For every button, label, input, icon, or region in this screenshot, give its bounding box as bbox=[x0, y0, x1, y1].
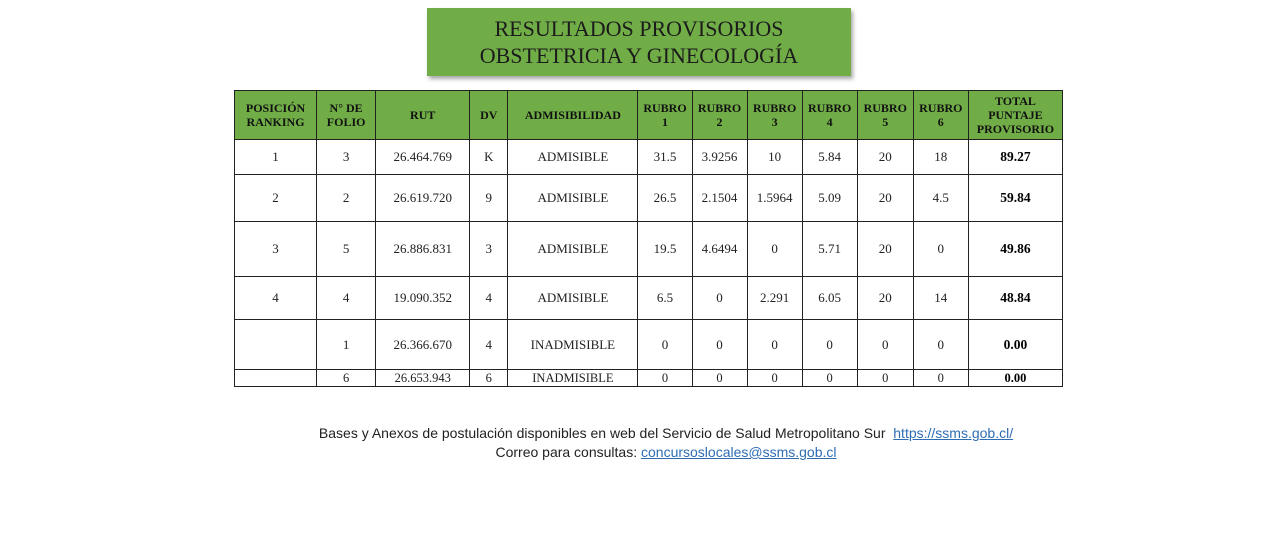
table-cell: 6.05 bbox=[802, 277, 857, 320]
table-cell: 2 bbox=[235, 175, 317, 222]
table-row bbox=[235, 175, 1063, 222]
table-row bbox=[235, 320, 1063, 370]
table-cell: 3.9256 bbox=[692, 140, 747, 175]
header-posicion: POSICIÓN RANKING bbox=[235, 91, 317, 140]
total-cell: 49.86 bbox=[968, 222, 1062, 277]
table-cell: 14 bbox=[913, 277, 968, 320]
table-cell: INADMISIBLE bbox=[508, 320, 638, 370]
table-cell: 4 bbox=[317, 277, 376, 320]
title-banner bbox=[427, 8, 851, 76]
table-cell: 4 bbox=[470, 277, 508, 320]
table-cell: 20 bbox=[857, 222, 913, 277]
table-cell: 31.5 bbox=[638, 140, 692, 175]
header-total: TOTAL PUNTAJE PROVISORIO bbox=[968, 91, 1062, 140]
table-cell: INADMISIBLE bbox=[508, 370, 638, 387]
header-rubro-1: RUBRO 1 bbox=[638, 91, 692, 140]
total-cell: 59.84 bbox=[968, 175, 1062, 222]
table-cell: 19.090.352 bbox=[376, 277, 470, 320]
header-admisibilidad: ADMISIBILIDAD bbox=[508, 91, 638, 140]
table-cell: 2.291 bbox=[747, 277, 802, 320]
header-rubro-4: RUBRO 4 bbox=[802, 91, 857, 140]
table-cell: 0 bbox=[913, 370, 968, 387]
table-cell: 9 bbox=[470, 175, 508, 222]
table-cell: 3 bbox=[235, 222, 317, 277]
table-cell: 5.84 bbox=[802, 140, 857, 175]
total-cell: 48.84 bbox=[968, 277, 1062, 320]
table-cell: 6 bbox=[470, 370, 508, 387]
footer-line-2 bbox=[0, 443, 1278, 462]
ssms-website-link[interactable]: https://ssms.gob.cl/ bbox=[893, 425, 1014, 441]
table-cell: 6 bbox=[317, 370, 376, 387]
table-cell: 5.09 bbox=[802, 175, 857, 222]
table-cell: 0 bbox=[857, 370, 913, 387]
contact-email-link[interactable]: concursoslocales@ssms.gob.cl bbox=[641, 444, 837, 460]
table-cell: 0 bbox=[747, 222, 802, 277]
table-cell: 0 bbox=[913, 320, 968, 370]
title-line-1: RESULTADOS PROVISORIOS bbox=[494, 16, 784, 41]
header-folio: N° DE FOLIO bbox=[317, 91, 376, 140]
table-cell: 3 bbox=[470, 222, 508, 277]
footer bbox=[0, 424, 1278, 462]
table-cell: 0 bbox=[802, 320, 857, 370]
table-cell: 0 bbox=[638, 320, 692, 370]
header-rut: RUT bbox=[376, 91, 470, 140]
table-cell: 2 bbox=[317, 175, 376, 222]
table-cell: 1 bbox=[235, 140, 317, 175]
table-cell: 0 bbox=[913, 222, 968, 277]
table-cell: 1 bbox=[317, 320, 376, 370]
table-cell: 4.5 bbox=[913, 175, 968, 222]
total-cell: 89.27 bbox=[968, 140, 1062, 175]
table-cell: 19.5 bbox=[638, 222, 692, 277]
header-dv: DV bbox=[470, 91, 508, 140]
table-cell: 5.71 bbox=[802, 222, 857, 277]
footer-line-1 bbox=[0, 424, 1278, 443]
table-cell: 26.366.670 bbox=[376, 320, 470, 370]
table-cell: ADMISIBLE bbox=[508, 175, 638, 222]
footer-bases-text: Bases y Anexos de postulación disponibles en web del Servicio de Salud Metropolitano Sur bbox=[318, 425, 886, 441]
table-cell: 0 bbox=[692, 320, 747, 370]
total-cell: 0.00 bbox=[968, 370, 1062, 387]
table-cell: 26.653.943 bbox=[376, 370, 470, 387]
table-row bbox=[235, 140, 1063, 175]
table-cell: 20 bbox=[857, 140, 913, 175]
table-cell: 26.5 bbox=[638, 175, 692, 222]
table-row bbox=[235, 370, 1063, 387]
table-cell: 6.5 bbox=[638, 277, 692, 320]
table-cell: 3 bbox=[317, 140, 376, 175]
table-cell: 4 bbox=[470, 320, 508, 370]
table-cell: 0 bbox=[692, 277, 747, 320]
table-cell: 4 bbox=[235, 277, 317, 320]
table-row bbox=[235, 277, 1063, 320]
header-rubro-6: RUBRO 6 bbox=[913, 91, 968, 140]
table-header-row bbox=[235, 91, 1063, 140]
table-cell: 5 bbox=[317, 222, 376, 277]
table-row bbox=[235, 222, 1063, 277]
header-rubro-3: RUBRO 3 bbox=[747, 91, 802, 140]
table-cell: 0 bbox=[747, 320, 802, 370]
results-table bbox=[234, 90, 1063, 387]
table-cell: 0 bbox=[747, 370, 802, 387]
header-rubro-5: RUBRO 5 bbox=[857, 91, 913, 140]
table-cell: ADMISIBLE bbox=[508, 277, 638, 320]
table-cell bbox=[235, 370, 317, 387]
table-cell: 1.5964 bbox=[747, 175, 802, 222]
table-cell: 18 bbox=[913, 140, 968, 175]
table-cell: 20 bbox=[857, 175, 913, 222]
table-cell: 4.6494 bbox=[692, 222, 747, 277]
table-cell: 26.464.769 bbox=[376, 140, 470, 175]
table-cell: 26.886.831 bbox=[376, 222, 470, 277]
table-cell: 20 bbox=[857, 277, 913, 320]
total-cell: 0.00 bbox=[968, 320, 1062, 370]
footer-contact-text: Correo para consultas: bbox=[495, 444, 638, 460]
table-cell: K bbox=[470, 140, 508, 175]
title-line-2: OBSTETRICIA Y GINECOLOGÍA bbox=[479, 43, 799, 68]
table-cell: 10 bbox=[747, 140, 802, 175]
table-cell: 0 bbox=[638, 370, 692, 387]
table-cell: 0 bbox=[802, 370, 857, 387]
table-cell: 2.1504 bbox=[692, 175, 747, 222]
table-cell: ADMISIBLE bbox=[508, 140, 638, 175]
table-cell: 0 bbox=[857, 320, 913, 370]
table-cell: 26.619.720 bbox=[376, 175, 470, 222]
header-rubro-2: RUBRO 2 bbox=[692, 91, 747, 140]
table-cell: 0 bbox=[692, 370, 747, 387]
table-cell bbox=[235, 320, 317, 370]
table-cell: ADMISIBLE bbox=[508, 222, 638, 277]
